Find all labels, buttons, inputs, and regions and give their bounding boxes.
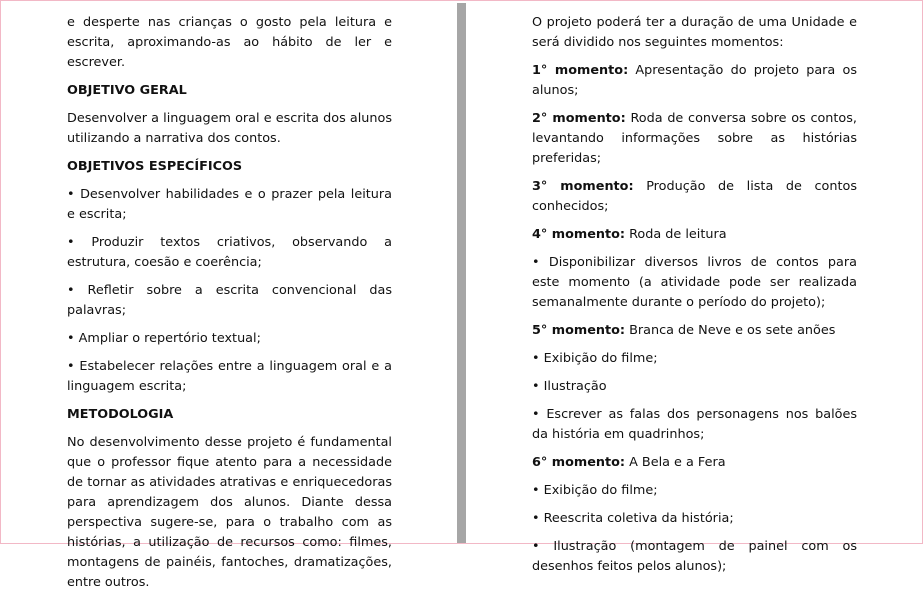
body-paragraph: • Ilustração xyxy=(532,379,607,394)
body-paragraph: • Desenvolver habilidades e o prazer pela leitura e escrita; xyxy=(67,187,392,222)
moment-label: 4° momento: xyxy=(532,227,626,242)
moment-paragraph xyxy=(532,453,857,473)
moment-paragraph xyxy=(532,61,857,101)
body-paragraph: • Exibição do filme; xyxy=(532,351,658,366)
moment-text: Produção de lista de contos conhecidos; xyxy=(532,179,857,214)
moment-label: 3° momento: xyxy=(532,179,634,194)
left-column xyxy=(67,13,392,601)
column-divider xyxy=(457,3,466,543)
body-paragraph: • Disponibilizar diversos livros de contos para este momento (a atividade pode ser realizada semanalmente durante o período do projeto); xyxy=(532,255,857,310)
body-paragraph: • Exibição do filme; xyxy=(532,483,658,498)
moment-paragraph xyxy=(532,225,857,245)
moment-label: 1° momento: xyxy=(532,63,629,78)
body-paragraph: Desenvolver a linguagem oral e escrita dos alunos utilizando a narrativa dos contos. xyxy=(67,111,392,146)
body-paragraph: • Ilustração (montagem de painel com os desenhos feitos pelos alunos); xyxy=(532,539,857,574)
moment-text: Apresentação do projeto para os alunos; xyxy=(532,63,857,98)
body-paragraph: • Reescrita coletiva da história; xyxy=(532,511,734,526)
body-paragraph: • Escrever as falas dos personagens nos balões da história em quadrinhos; xyxy=(532,407,857,442)
body-paragraph: • Produzir textos criativos, observando a estrutura, coesão e coerência; xyxy=(67,235,392,270)
moment-paragraph xyxy=(532,321,857,341)
section-heading: OBJETIVO GERAL xyxy=(67,83,187,98)
moment-text: A Bela e a Fera xyxy=(625,455,726,470)
body-paragraph: No desenvolvimento desse projeto é fundamental que o professor fique atento para a necessidade de tornar as atividades atrativas e enriquecedoras para aprendizagem dos alunos. Diante dessa perspectiva sugere-se, para o trabalho com as histórias, a utilização de recursos como: filmes, montagens de painéis, fantoches, dramatizações, entre outros. xyxy=(67,435,392,590)
body-paragraph: • Estabelecer relações entre a linguagem oral e a linguagem escrita; xyxy=(67,359,392,394)
body-paragraph: e desperte nas crianças o gosto pela leitura e escrita, aproximando-as ao hábito de ler e escrever. xyxy=(67,15,392,70)
body-paragraph: • Ampliar o repertório textual; xyxy=(67,331,261,346)
moment-label: 6° momento: xyxy=(532,455,626,470)
section-heading: METODOLOGIA xyxy=(67,407,174,422)
moment-text: Branca de Neve e os sete anões xyxy=(625,323,836,338)
moment-text: Roda de conversa sobre os contos, levantando informações sobre as histórias preferidas; xyxy=(532,111,857,166)
moment-text: Roda de leitura xyxy=(625,227,727,242)
body-paragraph: O projeto poderá ter a duração de uma Unidade e será dividido nos seguintes momentos: xyxy=(532,15,857,50)
moment-label: 5° momento: xyxy=(532,323,626,338)
moment-label: 2° momento: xyxy=(532,111,626,126)
moment-paragraph xyxy=(532,109,857,169)
section-heading: OBJETIVOS ESPECÍFICOS xyxy=(67,159,243,174)
body-paragraph: • Refletir sobre a escrita convencional das palavras; xyxy=(67,283,392,318)
right-column xyxy=(532,13,857,585)
moment-paragraph xyxy=(532,177,857,217)
